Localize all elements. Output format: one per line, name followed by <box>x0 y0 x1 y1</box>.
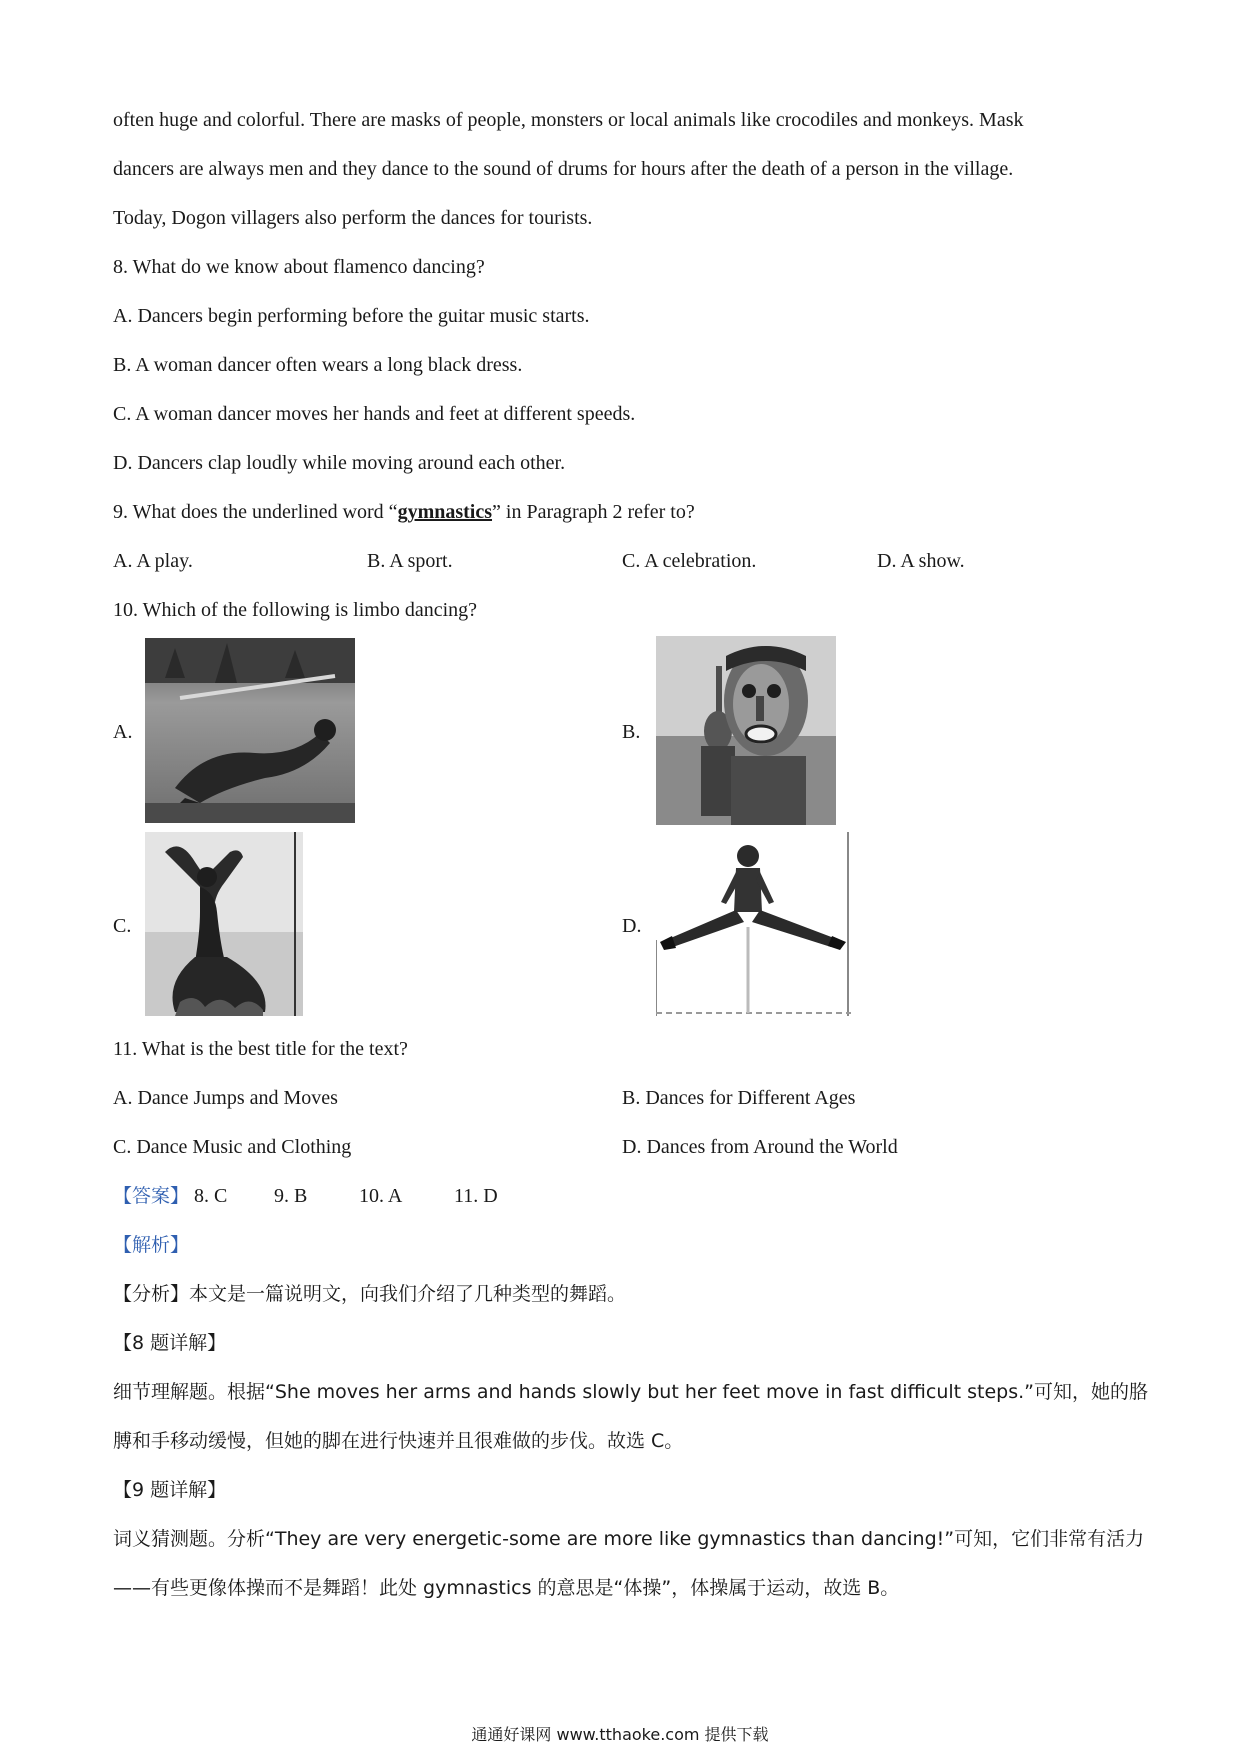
q10-stem: 10. Which of the following is limbo dancing? <box>113 599 478 621</box>
q9-option-d: D. A show. <box>877 550 965 572</box>
q9-detail-title: 【9 题详解】 <box>113 1479 227 1501</box>
q9-detail-line-1: 词义猜测题。分析“They are very energetic-some are more like gymnastics than dancing!”可知，它们非常有活力 <box>113 1528 1145 1550</box>
q10-label-c: C. <box>113 915 132 937</box>
photo-dancer-bending-under-pole <box>145 638 355 823</box>
photo-masked-dancer <box>656 636 836 825</box>
q8-option-d: D. Dancers clap loudly while moving around each other. <box>113 452 566 474</box>
answer-11: 11. D <box>454 1185 498 1207</box>
answer-tag: 【答案】 <box>113 1185 190 1207</box>
answer-line <box>113 1183 498 1209</box>
q11-option-c: C. Dance Music and Clothing <box>113 1136 352 1158</box>
q9-stem-post: ” in Paragraph 2 refer to? <box>492 501 695 523</box>
q8-option-c: C. A woman dancer moves her hands and feet at different speeds. <box>113 403 636 425</box>
q8-detail-title: 【8 题详解】 <box>113 1332 227 1354</box>
q9-option-b: B. A sport. <box>367 550 453 572</box>
q9-option-c: C. A celebration. <box>622 550 757 572</box>
q11-option-d: D. Dances from Around the World <box>622 1136 898 1158</box>
passage-line-1: often huge and colorful. There are masks of people, monsters or local animals like crocodiles and monkeys. Mask <box>113 109 1024 131</box>
q9-detail-line-2: ——有些更像体操而不是舞蹈！此处 gymnastics 的意思是“体操”，体操属于运动，故选 B。 <box>113 1577 900 1599</box>
q8-detail-line-2: 膊和手移动缓慢，但她的脚在进行快速并且很难做的步伐。故选 C。 <box>113 1430 684 1452</box>
q9-option-a: A. A play. <box>113 550 193 572</box>
q10-label-a: A. <box>113 721 133 743</box>
answer-9: 9. B <box>274 1185 308 1207</box>
q10-label-d: D. <box>622 915 642 937</box>
q11-option-a: A. Dance Jumps and Moves <box>113 1087 338 1109</box>
q9-stem <box>113 499 695 525</box>
q8-stem: 8. What do we know about flamenco dancing? <box>113 256 485 278</box>
answer-8: 8. C <box>194 1185 228 1207</box>
footer-source: 通通好课网 www.tthaoke.com 提供下载 <box>471 1725 769 1744</box>
analysis-tag: 【解析】 <box>113 1234 190 1256</box>
q8-detail-line-1: 细节理解题。根据“She moves her arms and hands slowly but her feet move in fast difficult steps.”可知，她的胳 <box>113 1381 1149 1403</box>
q9-stem-pre: 9. What does the underlined word “ <box>113 501 398 523</box>
q11-option-b: B. Dances for Different Ages <box>622 1087 856 1109</box>
passage-line-2: dancers are always men and they dance to the sound of drums for hours after the death of a person in the village. <box>113 158 1014 180</box>
q8-option-b: B. A woman dancer often wears a long black dress. <box>113 354 523 376</box>
photo-flamenco-dancer <box>145 832 303 1016</box>
answer-10: 10. A <box>359 1185 403 1207</box>
q8-option-a: A. Dancers begin performing before the guitar music starts. <box>113 305 590 327</box>
q11-stem: 11. What is the best title for the text? <box>113 1038 408 1060</box>
underlined-word: gymnastics <box>397 501 493 523</box>
analysis-summary: 【分析】本文是一篇说明文，向我们介绍了几种类型的舞蹈。 <box>113 1283 627 1305</box>
q10-label-b: B. <box>622 721 641 743</box>
photo-jumping-dancer <box>656 832 851 1016</box>
passage-line-3: Today, Dogon villagers also perform the dances for tourists. <box>113 207 593 229</box>
